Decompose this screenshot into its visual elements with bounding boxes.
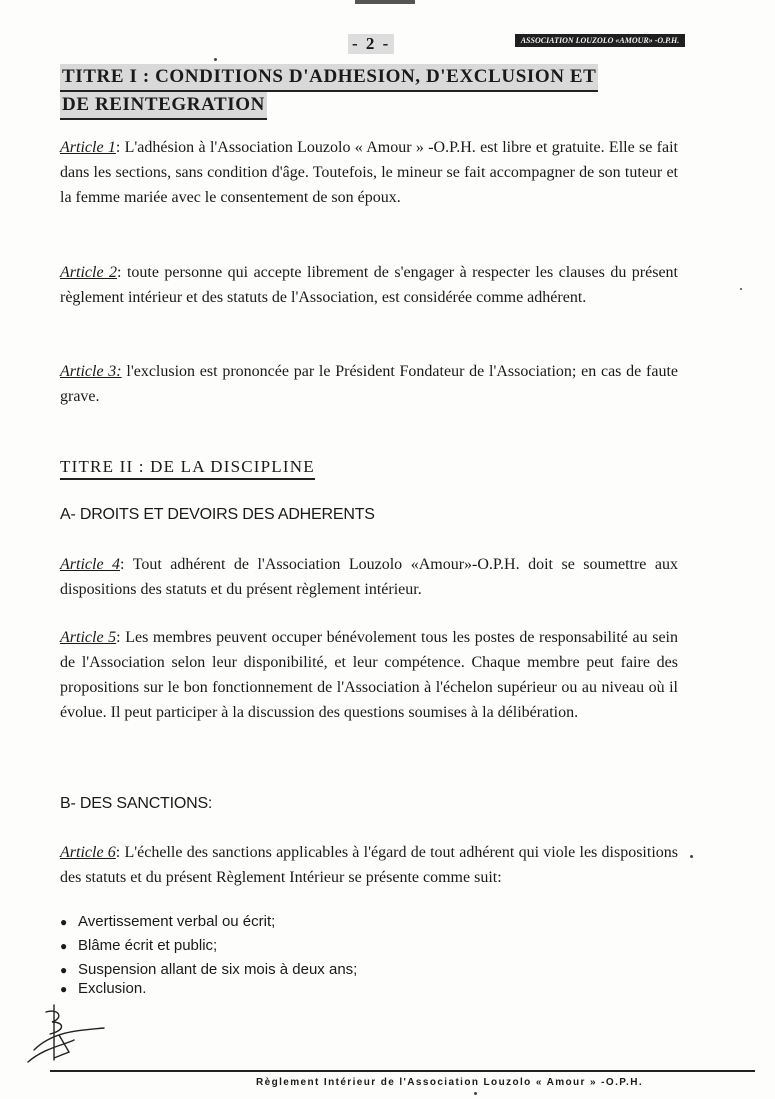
bullet-icon: ●	[60, 982, 68, 996]
bullet-icon: ●	[60, 963, 68, 977]
article-4-text: : Tout adhérent de l'Association Louzolo «Amour»-O.P.H. doit se soumettre aux dispositions des statuts et du présent règlement intérieur.	[60, 556, 678, 598]
list-item: ● Blâme écrit et public;	[60, 934, 357, 958]
article-1-label: Article 1	[60, 139, 116, 156]
article-6	[60, 840, 678, 890]
scan-speck	[740, 288, 742, 290]
article-2-label: Article 2	[60, 264, 118, 281]
section-b-heading: B- DES SANCTIONS:	[60, 795, 213, 812]
list-item: ● Exclusion.	[60, 980, 147, 997]
bullet-icon: ●	[60, 939, 68, 953]
page-number: - 2 -	[348, 34, 394, 54]
scan-speck	[214, 58, 217, 61]
list-item: ● Suspension allant de six mois à deux ans;	[60, 958, 357, 982]
page-footer: Règlement Intérieur de l'Association Louzolo « Amour » -O.P.H.	[256, 1077, 644, 1088]
article-4-label: Article 4	[60, 556, 121, 573]
footer-rule	[50, 1070, 755, 1072]
list-item: ● Avertissement verbal ou écrit;	[60, 910, 357, 934]
title-2: TITRE II : DE LA DISCIPLINE	[60, 457, 315, 480]
article-3	[60, 359, 678, 409]
article-2-text: : toute personne qui accepte librement de s'engager à respecter les clauses du présent règlement intérieur et des statuts de l'Association, est considérée comme adhérent.	[60, 264, 679, 306]
scan-speck	[474, 1092, 477, 1095]
bullet-icon: ●	[60, 915, 68, 929]
article-3-label: Article 3:	[60, 363, 122, 380]
handwritten-signature	[24, 1000, 114, 1070]
article-6-text: : L'échelle des sanctions applicables à l'égard de tout adhérent qui viole les dispositions des statuts et du présent Règlement Intérieur se présente comme suit:	[60, 844, 678, 886]
article-1	[60, 135, 678, 210]
title-1	[60, 64, 700, 120]
scan-speck	[690, 855, 693, 858]
article-5-label: Article 5	[60, 629, 117, 646]
article-5	[60, 625, 678, 725]
article-1-text: : L'adhésion à l'Association Louzolo « Amour » -O.P.H. est libre et gratuite. Elle se fait dans les sections, sans condition d'âge. Toutefois, le mineur se fait accompagner de son tuteur et la femme mariée avec le consentement de son époux.	[60, 139, 678, 206]
article-2	[60, 260, 678, 310]
header-band: ASSOCIATION LOUZOLO «AMOUR» -O.P.H.	[515, 34, 685, 47]
article-4	[60, 552, 678, 602]
sanctions-list	[60, 910, 357, 996]
article-5-text: : Les membres peuvent occuper bénévolement tous les postes de responsabilité au sein de l'Association selon leur disponibilité, et leur compétence. Chaque membre peut faire des propositions sur le bon fonctionnement de l'Association à l'échelon supérieur ou au niveau où il évolue. Il peut participer à la discussion des questions soumises à la délibération.	[60, 629, 678, 721]
article-6-label: Article 6	[60, 844, 116, 861]
title-1-line-1: TITRE I : CONDITIONS D'ADHESION, D'EXCLUSION ET	[60, 64, 598, 92]
top-edge-mark	[355, 0, 415, 4]
article-3-text: l'exclusion est prononcée par le Président Fondateur de l'Association; en cas de faute grave.	[60, 363, 679, 405]
title-1-line-2: DE REINTEGRATION	[60, 92, 267, 120]
section-a-heading: A- DROITS ET DEVOIRS DES ADHERENTS	[60, 506, 375, 523]
